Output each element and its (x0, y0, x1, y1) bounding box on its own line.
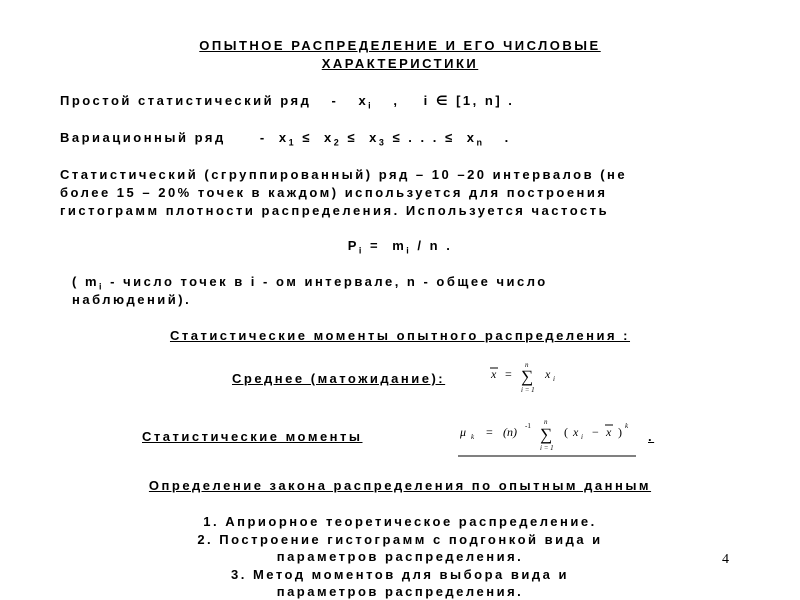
x2: x (323, 130, 334, 145)
moments-sum-upper: n (544, 418, 548, 426)
x3-sub: 3 (378, 137, 387, 148)
method-2-line1: 2. Построение гистограмм с подгонкой вида и (197, 532, 603, 547)
m-var (392, 238, 412, 256)
frequency-formula-rest: / n . (417, 238, 453, 253)
m-letter: m (392, 238, 407, 253)
law-heading: Определение закона распределения по опытным данным (148, 478, 652, 493)
method-2-line2: параметров распределения. (276, 549, 524, 564)
note-m-sub: i (99, 281, 105, 292)
note-line2: наблюдений). (72, 292, 192, 307)
x3: x (369, 130, 379, 145)
simple-series-range: [1, n] . (456, 93, 515, 108)
x-sub: i (368, 100, 374, 111)
moments-heading: Статистические моменты опытного распределения : (169, 328, 631, 343)
variational-series-label: Вариационный ряд (60, 130, 226, 145)
exp-neg1: -1 (525, 422, 531, 430)
n-paren: (n) (503, 425, 517, 439)
moments-x: x (573, 425, 579, 439)
p-letter: P (347, 238, 359, 253)
simple-series-dash: - (331, 93, 339, 108)
variational-series-dash: - (259, 130, 267, 145)
note-line1 (72, 273, 548, 290)
var-x2 (323, 130, 342, 148)
moments-x-sub: i (581, 433, 583, 441)
stat-moments-label: Статистические моменты (142, 429, 363, 444)
grouped-series-line2: более 15 – 20% точек в каждом) используется для построения (60, 185, 608, 200)
x2-sub: 2 (333, 137, 342, 148)
method-3-line1: 3. Метод моментов для выбора вида и (231, 567, 569, 582)
var-x3 (369, 130, 387, 148)
slide-title-line2: ХАРАКТЕРИСТИКИ (321, 56, 479, 71)
mean-term-sub: i (553, 375, 555, 383)
x1: x (278, 130, 289, 145)
page-number: 4 (722, 552, 729, 567)
simple-series-comma: , (393, 93, 400, 108)
variational-series-line (60, 129, 511, 146)
mu-symbol: μ (460, 425, 467, 439)
equals-sign: = (370, 238, 381, 253)
mean-sigma: ∑ (521, 367, 534, 386)
slide-title-line1: ОПЫТНОЕ РАСПРЕДЕЛЕНИЕ И ЕГО ЧИСЛОВЫЕ (199, 38, 601, 53)
simple-series-line (60, 92, 514, 109)
method-3-line2: параметров распределения. (276, 584, 524, 599)
leq-symbol: ≤ (347, 130, 357, 145)
moments-minus: − (592, 425, 599, 439)
simple-series-var (358, 93, 374, 111)
grouped-series-line1: Статистический (сгруппированный) ряд – 10 –20 интервалов (не (60, 167, 628, 182)
mean-label: Среднее (матожидание): (232, 371, 446, 386)
leq-symbol: ≤ (302, 130, 312, 145)
stat-moments-formula (456, 414, 656, 458)
p-var (347, 238, 364, 256)
frequency-formula (40, 237, 760, 254)
moments-equals: = (486, 425, 493, 439)
note-m (72, 274, 105, 292)
close-paren: ) (618, 425, 622, 439)
leq-symbol: ≤ (444, 130, 455, 145)
var-xn (466, 130, 485, 148)
moments-sum-lower: i = 1 (540, 444, 554, 452)
simple-series-index: i (423, 93, 430, 108)
mean-equals: = (505, 367, 512, 381)
mu-sub: k (471, 433, 475, 441)
moments-xbar: x (606, 425, 612, 439)
leq-symbol: ≤ (392, 130, 403, 145)
x-var: x (358, 93, 369, 108)
p-sub: i (358, 245, 364, 256)
open-paren: ( (564, 425, 568, 439)
moments-power: k (625, 422, 629, 430)
ellipsis-dots: . . . (408, 130, 439, 145)
mean-formula (484, 358, 574, 396)
note-m-letter: ( m (72, 274, 99, 289)
grouped-series-line3: гистограмм плотности распределения. Используется частость (60, 203, 610, 218)
mean-term: x (545, 367, 551, 381)
note-line1-rest: - число точек в i - ом интервале, n - общее число (110, 274, 548, 289)
mean-xbar: x (491, 367, 497, 381)
variational-series-end: . (504, 130, 511, 145)
simple-series-label: Простой статистический ряд (60, 93, 312, 108)
stat-moments-end: . (648, 429, 655, 444)
x1-sub: 1 (288, 137, 297, 148)
method-1: 1. Априорное теоретическое распределение. (203, 514, 597, 529)
moments-sigma: ∑ (540, 425, 553, 444)
element-of-symbol: ∈ (435, 93, 450, 108)
mean-sum-lower: i = 1 (521, 386, 535, 394)
xn-sub: n (476, 137, 485, 148)
xn: x (466, 130, 477, 145)
m-sub: i (406, 245, 412, 256)
var-x1 (278, 130, 297, 148)
mean-sum-upper: n (525, 361, 529, 369)
